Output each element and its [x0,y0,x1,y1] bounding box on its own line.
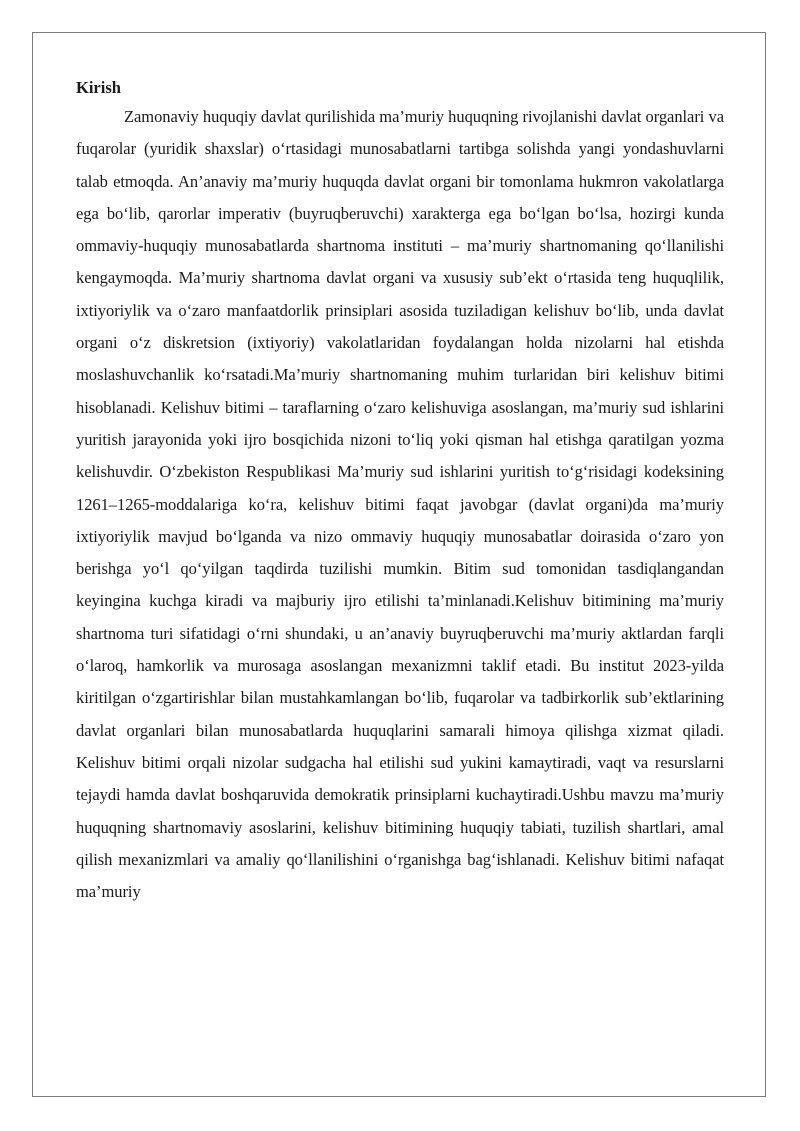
document-body [76,75,724,908]
body-paragraph: Zamonaviy huquqiy davlat qurilishida ma’muriy huquqning rivojlanishi davlat organlari va fuqarolar (yuridik shaxslar) o‘rtasidagi munosabatlarni tartibga solishda yangi yondashuvlarni talab etmoqda. An’anaviy ma’muriy huquqda davlat organi bir tomonlama hukmron vakolatlarga ega bo‘lib, qarorlar imperativ (buyruqberuvchi) xarakterga ega bo‘lgan bo‘lsa, hozirgi kunda ommaviy-huquqiy munosabatlarda shartnoma instituti – ma’muriy shartnomaning qo‘llanilishi kengaymoqda. Ma’muriy shartnoma davlat organi va xususiy sub’ekt o‘rtasida teng huquqlilik, ixtiyoriylik va o‘zaro manfaatdorlik prinsiplari asosida tuziladigan kelishuv bo‘lib, unda davlat organi o‘z diskretsion (ixtiyoriy) vakolatlaridan foydalangan holda nizolarni hal etishda moslashuvchanlik ko‘rsatadi.Ma’muriy shartnomaning muhim turlaridan biri kelishuv bitimi hisoblanadi. Kelishuv bitimi – taraflarning o‘zaro kelishuviga asoslangan, ma’muriy sud ishlarini yuritish jarayonida yoki ijro bosqichida nizoni to‘liq yoki qisman hal etishga qaratilgan yozma kelishuvdir. O‘zbekiston Respublikasi Ma’muriy sud ishlarini yuritish to‘g‘risidagi kodeksining 1261–1265-moddalariga ko‘ra, kelishuv bitimi faqat javobgar (davlat organi)da ma’muriy ixtiyoriylik mavjud bo‘lganda va nizo ommaviy huquqiy munosabatlar doirasida o‘zaro yon berishga yo‘l qo‘yilgan taqdirda tuzilishi mumkin. Bitim sud tomonidan tasdiqlangandan keyingina kuchga kiradi va majburiy ijro etilishi ta’minlanadi.Kelishuv bitimining ma’muriy shartnoma turi sifatidagi o‘rni shundaki, u an’anaviy buyruqberuvchi ma’muriy aktlardan farqli o‘laroq, hamkorlik va murosaga asoslangan mexanizmni taklif etadi. Bu institut 2023-yilda kiritilgan o‘zgartirishlar bilan mustahkamlangan bo‘lib, fuqarolar va tadbirkorlik sub’ektlarining davlat organlari bilan munosabatlarda huquqlarini samarali himoya qilishga xizmat qiladi. Kelishuv bitimi orqali nizolar sudgacha hal etilishi sud yukini kamaytiradi, vaqt va resurslarni tejaydi hamda davlat boshqaruvida demokratik prinsiplarni kuchaytiradi.Ushbu mavzu ma’muriy huquqning shartnomaviy asoslarini, kelishuv bitimining huquqiy tabiati, tuzilish shartlari, amal qilish mexanizmlari va amaliy qo‘llanilishini o‘rganishga bag‘ishlanadi. Kelishuv bitimi nafaqat ma’muriy [76,107,724,902]
section-heading: Kirish [76,78,121,97]
